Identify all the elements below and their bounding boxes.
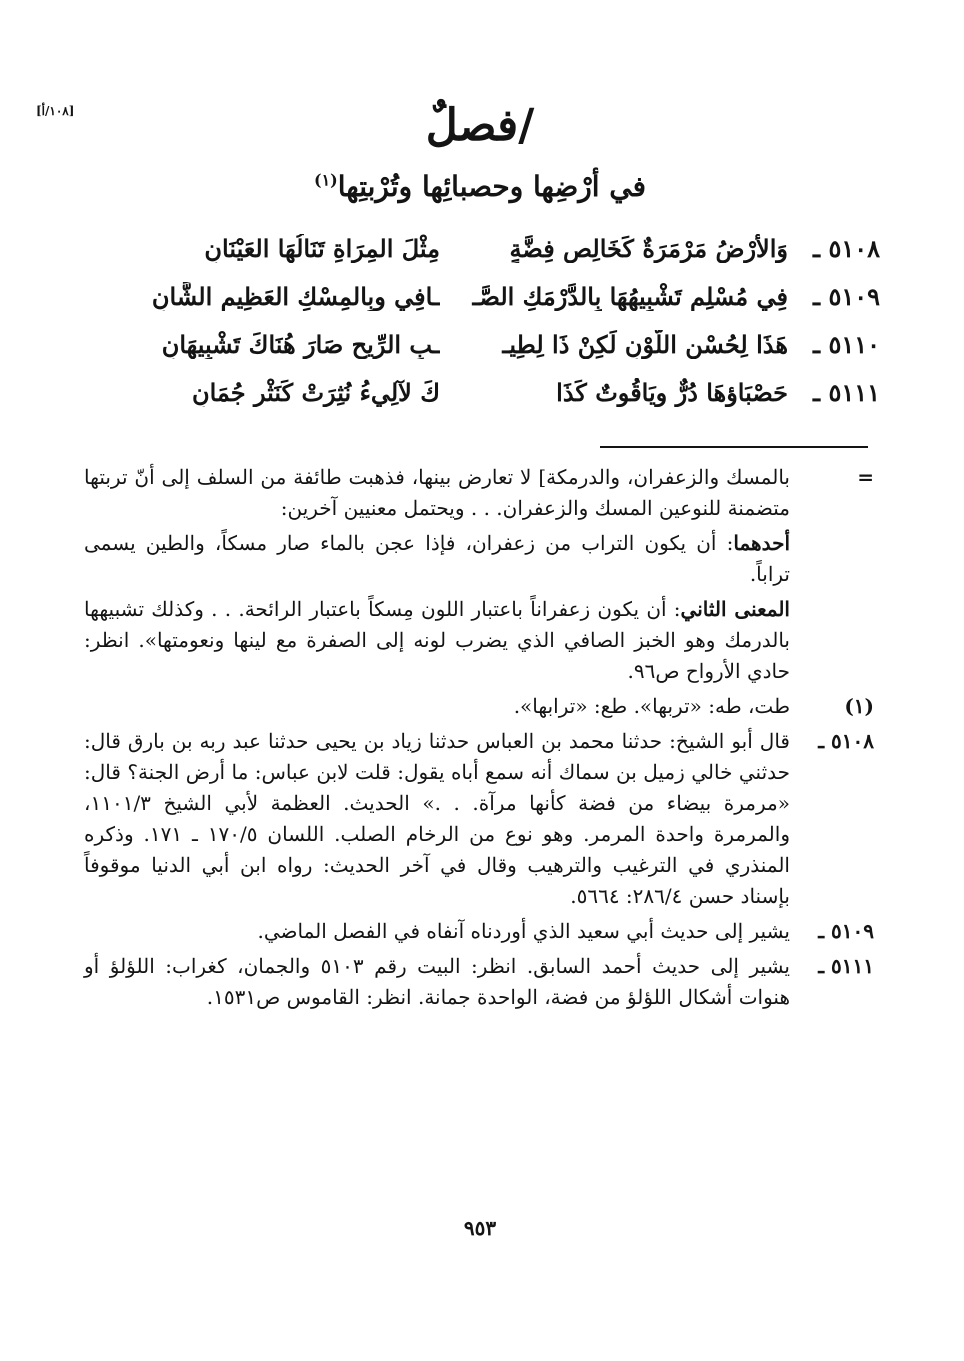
footnote-first-meaning: [84, 528, 874, 590]
note-label: ٥١٠٨ ـ: [818, 729, 874, 753]
section-heading: /فصلٌ: [425, 100, 535, 151]
note-text: قال أبو الشيخ: حدثنا محمد بن العباس حدثنا زياد بن يحيى حدثنا عبد ربه بن بارق قال: حدثني خالي زميل بن سماك أنه سمع أباه يقول: قلت لابن عباس: ما أرض الجنة؟ قال: «مرمرة بيضاء من فضة كأنها مرآة. . .» الحديث. العظمة لأبي الشيخ ١١٠١/٣، والمرمرة واحدة المرمر. وهو نوع من الرخام الصلب. اللسان ١٧٠/٥ ـ ١٧١. وذكره المنذري في الترغيب والترهيب وقال في آخر الحديث: رواه ابن أبي الدنيا موقوفاً بإسناد حسن ٢٨٦/٤: ٥٦٦٤.: [84, 729, 790, 908]
footnote-continuation: [84, 462, 874, 524]
verse-line: [80, 228, 880, 276]
verse-line: [80, 276, 880, 324]
footnote-second-meaning: [84, 594, 874, 687]
verse-number: ٥١١١ ـ: [813, 378, 880, 407]
verse-second-hemistich: ـبِ الرِّيحِ صَارَ هُنَاكَ تَشْبِيهَانِ: [161, 330, 440, 359]
verse-line: [80, 372, 880, 420]
verse-first-hemistich: حَصْبَاؤهَا دُرٌّ ويَاقُوتٌ كَذَا: [556, 378, 788, 407]
note-label: ٥١٠٩ ـ: [818, 919, 874, 943]
note-label: =: [857, 465, 874, 489]
note-bold-lead: المعنى الثاني: [680, 597, 790, 621]
verse-number: ٥١١٠ ـ: [813, 330, 880, 359]
footnotes: [84, 462, 874, 1017]
verse-number: ٥١٠٨ ـ: [813, 234, 880, 263]
note-text: [84, 594, 790, 687]
verse-second-hemistich: مِثْلَ المِرَاةِ تَنَالُهَا العَيْنَانِ: [204, 234, 440, 263]
note-text: يشير إلى حديث أحمد السابق. انظر: البيت رقم ٥١٠٣ والجمان، كغراب: اللؤلؤ أو هنوات أشكال اللؤلؤ من فضة، الواحدة جمانة. انظر: القاموس ص١٥٣١.: [84, 954, 790, 1009]
verse-first-hemistich: فِي مُسْلِمٍ تَشْبِيهُهَا بِالدَّرْمَكِ الصَّـ: [472, 282, 788, 311]
note-text: يشير إلى حديث أبي سعيد الذي أوردناه آنفاه في الفصل الماضي.: [257, 919, 790, 943]
note-text: طت، طه: «تربها». طع: «ترابها».: [513, 694, 790, 718]
verse-first-hemistich: وَالأرْضُ مَرْمَرَةٌ كَخَالِصِ فِضَّةٍ: [509, 234, 788, 263]
subtitle-text: في أرْضِها وحصبائِها وتُرْبتِها: [337, 170, 646, 203]
footnote-1: [84, 691, 874, 722]
note-bold-lead: أحدهما: [733, 531, 790, 555]
note-body: : أن يكون زعفراناً باعتبار اللون مِسكاً باعتبار الرائحة. . . وكذلك تشبيهها بالدرمك وهو الخبز الصافي الذي يضرب لونه إلى الصفرة مع لينها ونعومتها». انظر: حادي الأرواح ص٩٦.: [84, 597, 790, 683]
verse-second-hemistich: ـافِي وبِالمِسْكِ العَظِيمِ الشَّانِ: [151, 282, 440, 311]
footnote-5109: [84, 916, 874, 947]
note-text: بالمسك والزعفران، والدرمكة] لا تعارض بينها، فذهبت طائفة من السلف إلى أنّ تربتها متضمنة للنوعين المسك والزعفران. . . ويحتمل معنيين آخرين:: [84, 465, 790, 520]
verse-first-hemistich: هَذَا لِحُسْنِ اللَّوْنِ لَكِنْ ذَا لِطِيـ: [502, 330, 788, 359]
marginal-manuscript-ref: [١٠٨/أ]: [36, 104, 75, 118]
footnote-separator: [600, 446, 868, 448]
note-label: (١): [844, 694, 874, 718]
note-text: [84, 528, 790, 590]
verse-second-hemistich: كَ لآلِيءُ نُثِرَتْ كَنَثْرِ جُمَانِ: [191, 378, 440, 407]
verse-line: [80, 324, 880, 372]
footnote-5111: [84, 951, 874, 1013]
footnote-mark: (١): [314, 170, 338, 190]
footnote-5108: [84, 726, 874, 912]
page-number: ٩٥٣: [463, 1216, 497, 1240]
note-label: ٥١١١ ـ: [818, 954, 874, 978]
section-subtitle: [180, 170, 780, 203]
verse-block: [80, 228, 880, 420]
note-body: : أن يكون التراب من زعفران، فإذا عجن بالماء صار مسكاً، والطين يسمى تراباً.: [84, 531, 790, 586]
verse-number: ٥١٠٩ ـ: [813, 282, 880, 311]
